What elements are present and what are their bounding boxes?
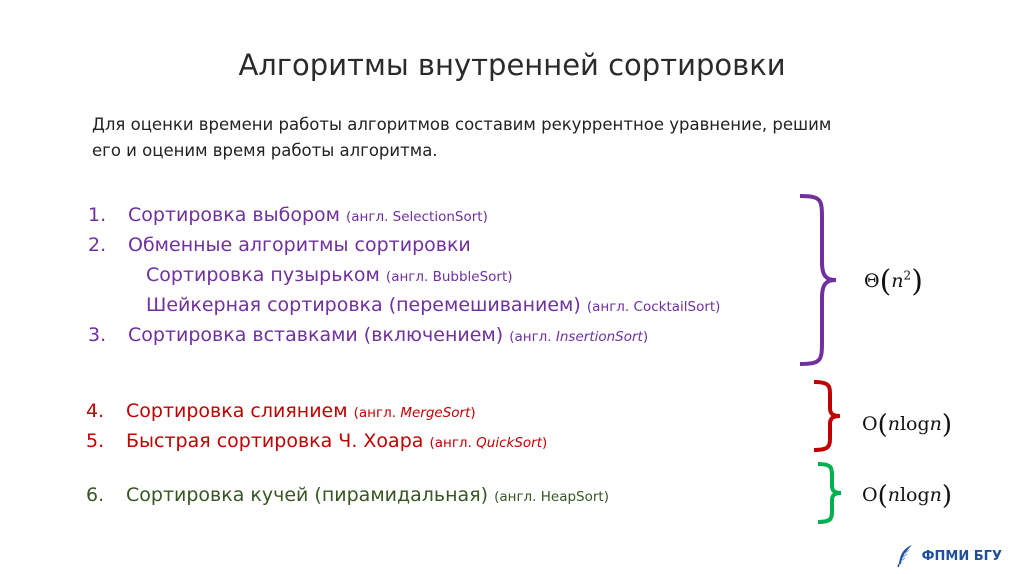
list-item (88, 200, 720, 230)
item-number: 2. (88, 234, 107, 256)
group-1-complexity: $\Theta(n^2)$ (864, 264, 923, 299)
item-number: 4. (86, 400, 105, 422)
list-item (88, 320, 720, 350)
list-item (86, 480, 609, 510)
group-2-complexity: O(nlogn) (862, 410, 953, 440)
group-1-brace (790, 190, 840, 370)
group-3-brace (810, 460, 846, 526)
group-2-list (86, 396, 547, 456)
item-note: (англ. InsertionSort) (509, 329, 649, 345)
group-2-brace (806, 378, 846, 454)
item-text: Быстрая сортировка Ч. Хоара (126, 430, 424, 452)
item-text: Сортировка кучей (пирамидальная) (126, 484, 489, 506)
feather-logo-icon (896, 544, 916, 568)
item-note: (англ. MergeSort) (353, 405, 476, 421)
item-note: (англ. QuickSort) (429, 435, 548, 451)
item-note: (англ. HeapSort) (494, 489, 609, 505)
logo-text: ФПМИ БГУ (921, 548, 1002, 564)
intro-text (92, 112, 892, 164)
list-item (86, 396, 547, 426)
footer-logo (896, 544, 1002, 568)
item-number: 3. (88, 324, 107, 346)
intro-line-2: его и оценим время работы алгоритма. (92, 141, 438, 160)
intro-line-1: Для оценки времени работы алгоритмов составим рекуррентное уравнение, решим (92, 115, 832, 134)
item-note: (англ. SelectionSort) (346, 209, 488, 225)
item-text: Обменные алгоритмы сортировки (128, 234, 471, 256)
list-item (88, 230, 720, 260)
list-subitem (88, 260, 720, 290)
item-number: 5. (86, 430, 105, 452)
item-number: 1. (88, 204, 107, 226)
group-1-list (88, 200, 720, 350)
item-text: Сортировка слиянием (126, 400, 348, 422)
group-3-complexity: O(nlogn) (862, 481, 953, 511)
item-note: (англ. BubbleSort) (385, 269, 513, 285)
item-text: Шейкерная сортировка (перемешиванием) (146, 294, 581, 316)
slide-title: Алгоритмы внутренней сортировки (238, 48, 786, 82)
item-note: (англ. CocktailSort) (586, 299, 721, 315)
list-subitem (88, 290, 720, 320)
group-3-list (86, 480, 609, 510)
item-text: Сортировка вставками (включением) (128, 324, 504, 346)
item-number: 6. (86, 484, 105, 506)
item-text: Сортировка выбором (128, 204, 340, 226)
item-text: Сортировка пузырьком (146, 264, 380, 286)
list-item (86, 426, 547, 456)
